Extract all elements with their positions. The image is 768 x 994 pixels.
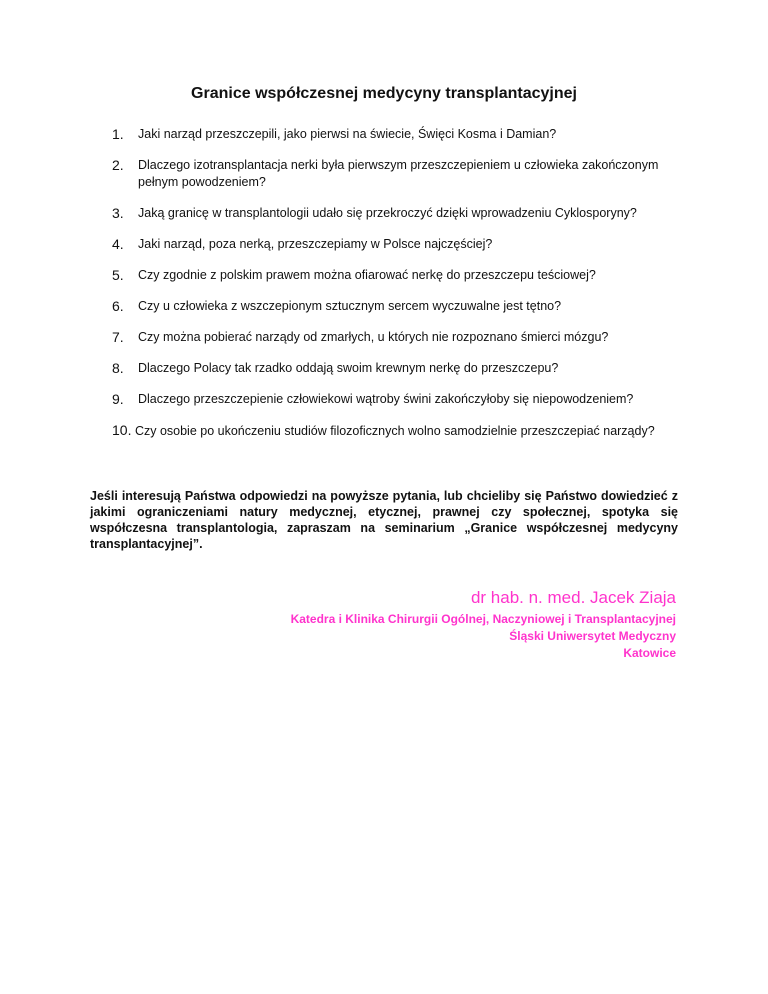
question-text: Jaką granicę w transplantologii udało się przekroczyć dzięki wprowadzeniu Cyklosporyny? bbox=[138, 206, 637, 220]
question-text: Jaki narząd przeszczepili, jako pierwsi na świecie, Święci Kosma i Damian? bbox=[138, 127, 557, 141]
department-name: Katedra i Klinika Chirurgii Ogólnej, Naczyniowej i Transplantacyjnej bbox=[290, 612, 676, 626]
question-item bbox=[112, 126, 682, 143]
question-item bbox=[112, 391, 682, 408]
document-title: Granice współczesnej medycyny transplantacyjnej bbox=[191, 85, 577, 102]
question-item bbox=[112, 157, 682, 191]
signature-block bbox=[291, 587, 676, 662]
question-text: Dlaczego Polacy tak rzadko oddają swoim krewnym nerkę do przeszczepu? bbox=[138, 361, 559, 375]
question-item bbox=[112, 205, 682, 222]
question-text: Czy u człowieka z wszczepionym sztucznym sercem wyczuwalne jest tętno? bbox=[138, 299, 562, 313]
question-item bbox=[112, 360, 682, 377]
question-number: 3. bbox=[112, 205, 124, 221]
question-list bbox=[112, 126, 682, 454]
question-number: 4. bbox=[112, 236, 124, 252]
question-number: 10. bbox=[112, 422, 132, 438]
question-text: Jaki narząd, poza nerką, przeszczepiamy w Polsce najczęściej? bbox=[138, 237, 493, 251]
seminar-invitation: Jeśli interesują Państwa odpowiedzi na powyższe pytania, lub chcieliby się Państwo dowiedzieć z jakimi ograniczeniami natury medycznej, etycznej, prawnej czy społecznej, spotyka się współczesna transplantologia, zapraszam na seminarium „Granice współczesnej medycyny transplantacyjnej”. bbox=[90, 489, 678, 551]
question-number: 8. bbox=[112, 360, 124, 376]
question-item bbox=[112, 267, 682, 284]
question-text: Czy zgodnie z polskim prawem można ofiarować nerkę do przeszczepu teściowej? bbox=[138, 268, 596, 282]
question-item bbox=[112, 329, 682, 346]
question-number: 2. bbox=[112, 157, 124, 173]
question-item bbox=[112, 422, 682, 440]
author-name: dr hab. n. med. Jacek Ziaja bbox=[470, 588, 676, 607]
question-text: Czy można pobierać narządy od zmarłych, u których nie rozpoznano śmierci mózgu? bbox=[138, 330, 609, 344]
question-item bbox=[112, 298, 682, 315]
university-name: Śląski Uniwersytet Medyczny bbox=[509, 629, 676, 643]
question-number: 1. bbox=[112, 126, 124, 142]
question-number: 6. bbox=[112, 298, 124, 314]
question-number: 9. bbox=[112, 391, 124, 407]
question-text: Czy osobie po ukończeniu studiów filozoficznych wolno samodzielnie przeszczepiać narządy? bbox=[134, 424, 655, 438]
question-number: 5. bbox=[112, 267, 124, 283]
question-number: 7. bbox=[112, 329, 124, 345]
question-item bbox=[112, 236, 682, 253]
question-text: Dlaczego przeszczepienie człowiekowi wątroby świni zakończyłoby się niepowodzeniem? bbox=[138, 392, 634, 406]
question-text: Dlaczego izotransplantacja nerki była pierwszym przeszczepieniem u człowieka zakończonym pełnym powodzeniem? bbox=[138, 158, 659, 189]
city-name: Katowice bbox=[623, 646, 676, 660]
